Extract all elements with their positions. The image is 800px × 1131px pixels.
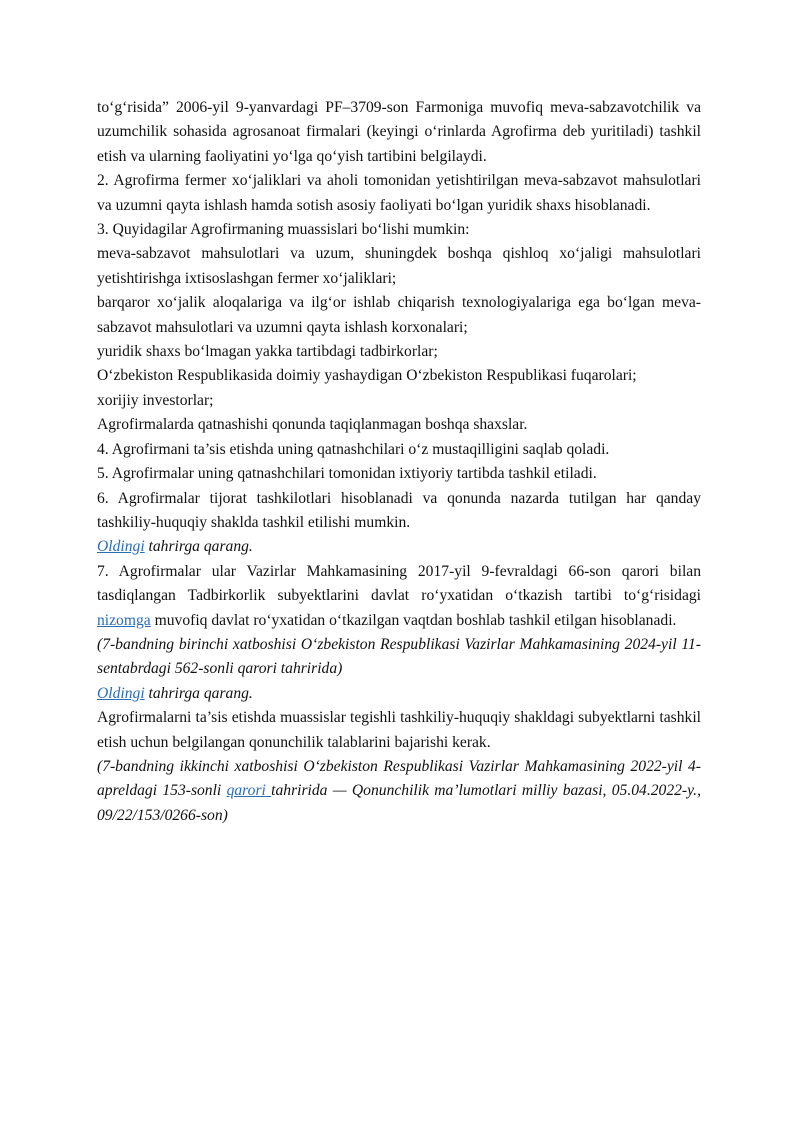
paragraph-3: 3. Quyidagilar Agrofirmaning muassislari bo‘lishi mumkin:: [97, 221, 470, 239]
qarori-link[interactable]: qarori: [226, 782, 272, 800]
paragraph-7-part-2: muvofiq davlat ro‘yxatidan o‘tkazilgan vaqtdan boshlab tashkil etilgan hisoblanadi.: [150, 611, 677, 629]
paragraph-6: 6. Agrofirmalar tijorat tashkilotlari hisoblanadi va qonunda nazarda tutilgan har qanday tashkiliy-huquqiy shaklda tashkil etilishi mumkin.: [97, 489, 701, 531]
nizom-link[interactable]: nizomga: [97, 611, 151, 629]
previous-edition-note-2: [97, 682, 701, 706]
previous-edition-link-1[interactable]: Oldingi: [97, 538, 145, 556]
amendment-note-2: [97, 755, 701, 828]
paragraph-8: Agrofirmalarni ta’sis etishda muassislar tegishli tashkiliy-huquqiy shakldagi subyektlarni tashkil etish uchun belgilangan qonunchilik talablarini bajarishi kerak.: [97, 709, 701, 751]
amendment-note-2-part-1: (7-bandning ikkinchi xatboshisi O‘zbekiston Respublikasi Vazirlar Mahkamasining 2022-yil 4-apreldagi 153-sonli: [97, 757, 701, 800]
document-body: [97, 96, 701, 828]
previous-edition-text-2: tahrirga qarang.: [144, 684, 253, 702]
previous-edition-note-1: [97, 535, 701, 559]
paragraph-4: 4. Agrofirmani ta’sis etishda uning qatnashchilari o‘z mustaqilligini saqlab qoladi.: [97, 440, 610, 458]
founder-item-citizens: O‘zbekiston Respublikasida doimiy yashaydigan O‘zbekiston Respublikasi fuqarolari;: [97, 367, 637, 385]
paragraph-7-part-1: 7. Agrofirmalar ular Vazirlar Mahkamasining 2017-yil 9-fevraldagi 66-son qarori bilan tasdiqlangan Tadbirkorlik subyektlarini davlat ro‘yxatidan o‘tkazish tartibi to‘g‘risidagi: [97, 562, 701, 605]
previous-edition-text-1: tahrirga qarang.: [144, 538, 253, 556]
amendment-note-1: (7-bandning birinchi xatboshisi O‘zbekiston Respublikasi Vazirlar Mahkamasining 2024-yil 11-sentabrdagi 562-sonli qarori tahririda): [97, 635, 701, 678]
founder-item-farms: meva-sabzavot mahsulotlari va uzum, shuningdek boshqa qishloq xo‘jaligi mahsulotlari yetishtirishga ixtisoslashgan fermer xo‘jaliklari;: [97, 245, 701, 287]
paragraph-preamble: to‘g‘risida” 2006-yil 9-yanvardagi PF–3709-son Farmoniga muvofiq meva-sabzavotchilik va uzumchilik sohasida agrosanoat firmalari (keyingi o‘rinlarda Agrofirma deb yuritiladi) tashkil etish va ularning faoliyatini yo‘lga qo‘yish tartibini belgilaydi.: [97, 99, 701, 165]
paragraph-2: 2. Agrofirma fermer xo‘jaliklari va aholi tomonidan yetishtirilgan meva-sabzavot mahsulotlari va uzumni qayta ishlash hamda sotish asosiy faoliyati bo‘lgan yuridik shaxs hisoblanadi.: [97, 172, 701, 214]
founder-item-processors: barqaror xo‘jalik aloqalariga va ilg‘or ishlab chiqarish texnologiyalariga ega bo‘lgan meva-sabzavot mahsulotlari va uzumni qayta ishlash korxonalari;: [97, 294, 701, 336]
founder-item-investors: xorijiy investorlar;: [97, 391, 214, 409]
amendment-note-2-part-2: tahririda — Qonunchilik ma’lumotlari milliy bazasi, 05.04.2022-y., 09/22/153/0266-son): [97, 782, 701, 824]
paragraph-5: 5. Agrofirmalar uning qatnashchilari tomonidan ixtiyoriy tartibda tashkil etiladi.: [97, 465, 597, 483]
previous-edition-link-2[interactable]: Oldingi: [97, 684, 145, 702]
founder-item-entrepreneurs: yuridik shaxs bo‘lmagan yakka tartibdagi tadbirkorlar;: [97, 343, 438, 361]
paragraph-7: [97, 560, 701, 633]
founder-item-others: Agrofirmalarda qatnashishi qonunda taqiqlanmagan boshqa shaxslar.: [97, 416, 528, 434]
